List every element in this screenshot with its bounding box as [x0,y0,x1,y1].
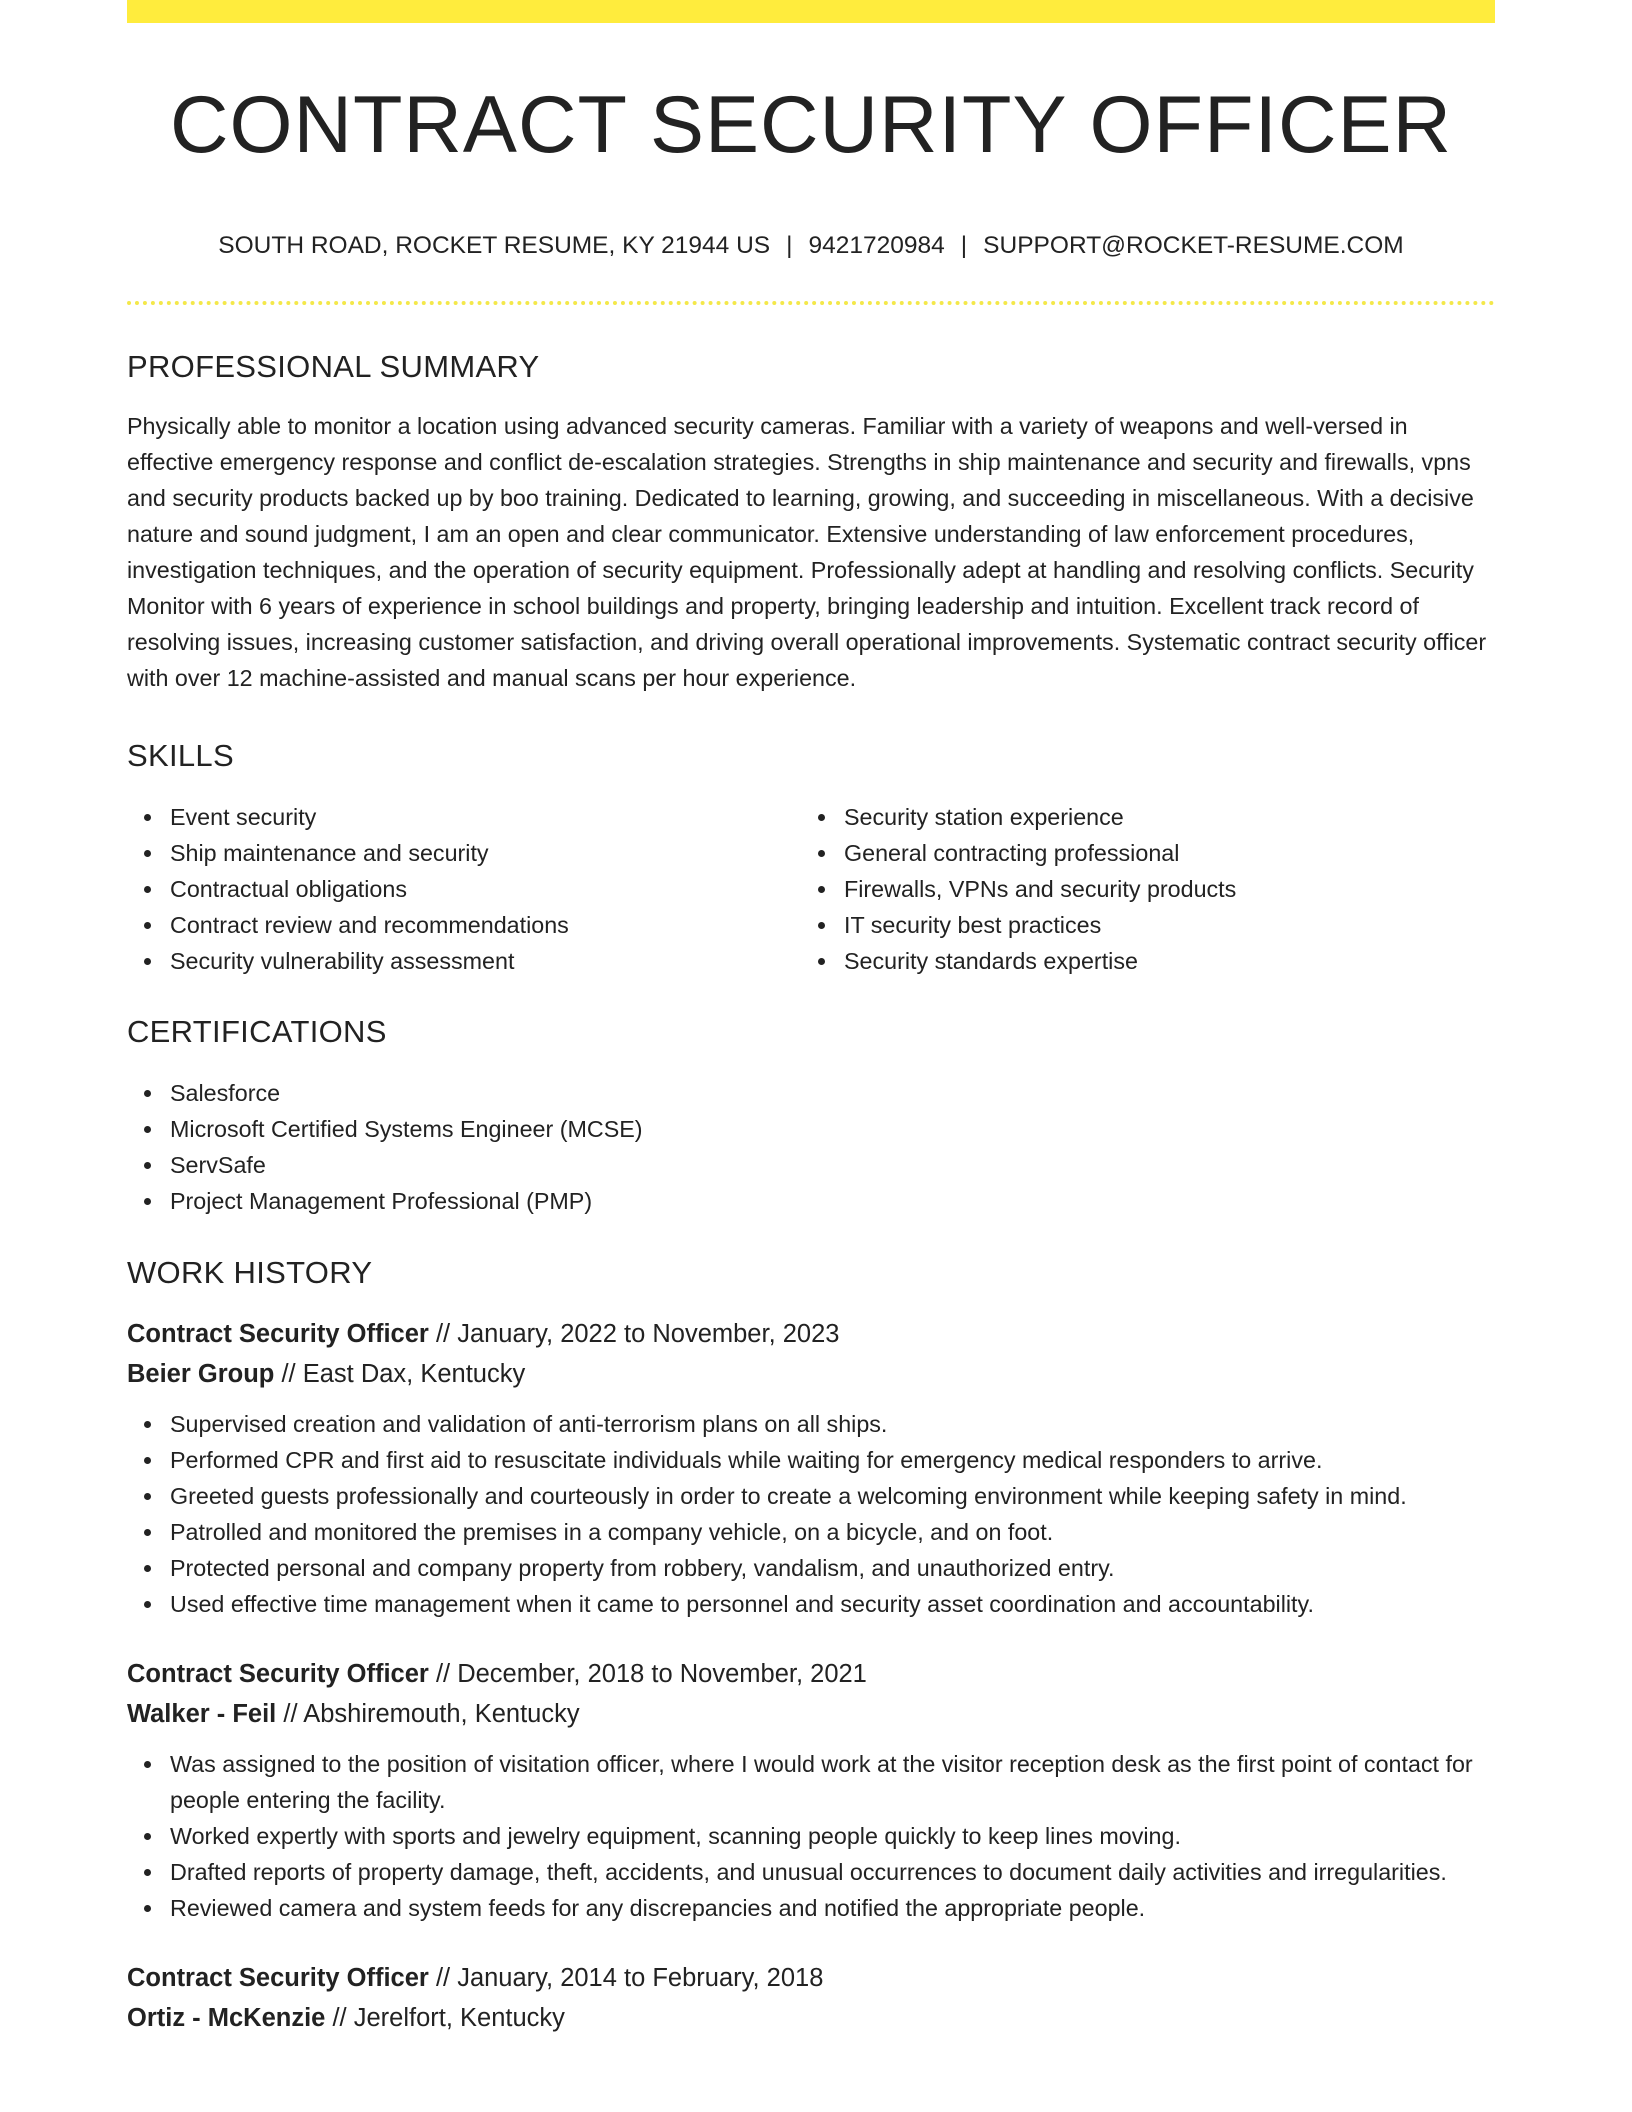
job-role: Contract Security Officer [127,1319,429,1348]
header-divider [127,301,1495,305]
job-company: Beier Group [127,1359,275,1388]
job-duty-item: Used effective time management when it came to personnel and security asset coordination and accountability. [127,1586,1495,1622]
job-role-line [127,1958,1495,1998]
certification-item: Project Management Professional (PMP) [127,1183,1495,1219]
skill-item: Firewalls, VPNs and security products [801,871,1236,907]
contact-line [127,234,1495,259]
job-dates: // December, 2018 to November, 2021 [435,1659,867,1688]
job-duty-item: Was assigned to the position of visitation officer, where I would work at the visitor reception desk as the first point of contact for people entering the facility. [127,1746,1495,1818]
job-duty-item: Reviewed camera and system feeds for any discrepancies and notified the appropriate people. [127,1890,1495,1926]
job-company: Ortiz - McKenzie [127,2003,326,2032]
job-role: Contract Security Officer [127,1963,429,1992]
job-dates: // January, 2014 to February, 2018 [435,1963,824,1992]
job-role: Contract Security Officer [127,1659,429,1688]
skill-item: Contract review and recommendations [127,907,801,943]
skill-item: Security standards expertise [801,943,1236,979]
certifications-heading: CERTIFICATIONS [127,1013,387,1049]
skills-list [127,799,1495,979]
job-location: // East Dax, Kentucky [281,1359,526,1388]
skill-item: Security station experience [801,799,1236,835]
job-duty-item: Supervised creation and validation of anti-terrorism plans on all ships. [127,1406,1495,1442]
job-company: Walker - Feil [127,1699,277,1728]
job-duty-item: Patrolled and monitored the premises in a company vehicle, on a bicycle, and on foot. [127,1514,1495,1550]
job-duties-list [127,1746,1495,1926]
certification-item: Microsoft Certified Systems Engineer (MCSE) [127,1111,1495,1147]
certification-item: ServSafe [127,1147,1495,1183]
job-dates: // January, 2022 to November, 2023 [435,1319,840,1348]
skill-item: Security vulnerability assessment [127,943,801,979]
skills-column-right [801,799,1236,979]
job-duty-item: Protected personal and company property from robbery, vandalism, and unauthorized entry. [127,1550,1495,1586]
job-company-line [127,1694,1495,1734]
skill-item: Contractual obligations [127,871,801,907]
contact-separator: | [786,232,793,259]
job-duty-item: Greeted guests professionally and courteously in order to create a welcoming environment while keeping safety in mind. [127,1478,1495,1514]
job-location: // Jerelfort, Kentucky [332,2003,565,2032]
summary-text: Physically able to monitor a location using advanced security cameras. Familiar with a variety of weapons and well-versed in effective emergency response and conflict de-escalation strategies. Strengths in ship maintenance and security and firewalls, vpns and security products backed up by boo training. Dedicated to learning, growing, and succeeding in miscellaneous. With a decisive nature and sound judgment, I am an open and clear communicator. Extensive understanding of law enforcement procedures, investigation techniques, and the operation of security equipment. Professionally adept at handling and resolving conflicts. Security Monitor with 6 years of experience in school buildings and property, bringing leadership and intuition. Excellent track record of resolving issues, increasing customer satisfaction, and driving overall operational improvements. Systematic contract security officer with over 12 machine-assisted and manual scans per hour experience. [127,412,1487,691]
summary-heading: PROFESSIONAL SUMMARY [127,348,540,384]
accent-bar [127,0,1495,23]
job-location: // Abshiremouth, Kentucky [283,1699,580,1728]
skill-item: Event security [127,799,801,835]
contact-address: SOUTH ROAD, ROCKET RESUME, KY 21944 US [218,232,771,259]
job-duties-list [127,1406,1495,1622]
skills-heading: SKILLS [127,737,234,773]
resume-page [127,0,1495,2038]
contact-phone: 9421720984 [808,232,945,259]
job-role-line [127,1314,1495,1354]
job-entry [127,1314,1495,1622]
job-duty-item: Drafted reports of property damage, theft, accidents, and unusual occurrences to document daily activities and irregularities. [127,1854,1495,1890]
contact-email: SUPPORT@ROCKET-RESUME.COM [983,232,1404,259]
job-company-line [127,1998,1495,2038]
job-role-line [127,1654,1495,1694]
job-entry [127,1654,1495,1926]
contact-separator: | [960,232,968,259]
skill-item: General contracting professional [801,835,1236,871]
certifications-list [127,1075,1495,1219]
skills-column-left [127,799,801,979]
certification-item: Salesforce [127,1075,1495,1111]
job-company-line [127,1354,1495,1394]
resume-title: CONTRACT SECURITY OFFICER [169,80,1453,170]
job-duty-item: Worked expertly with sports and jewelry equipment, scanning people quickly to keep lines moving. [127,1818,1495,1854]
skill-item: Ship maintenance and security [127,835,801,871]
skill-item: IT security best practices [801,907,1236,943]
job-entry [127,1958,1495,2038]
job-duty-item: Performed CPR and first aid to resuscitate individuals while waiting for emergency medical responders to arrive. [127,1442,1495,1478]
work-history-heading: WORK HISTORY [127,1254,373,1290]
